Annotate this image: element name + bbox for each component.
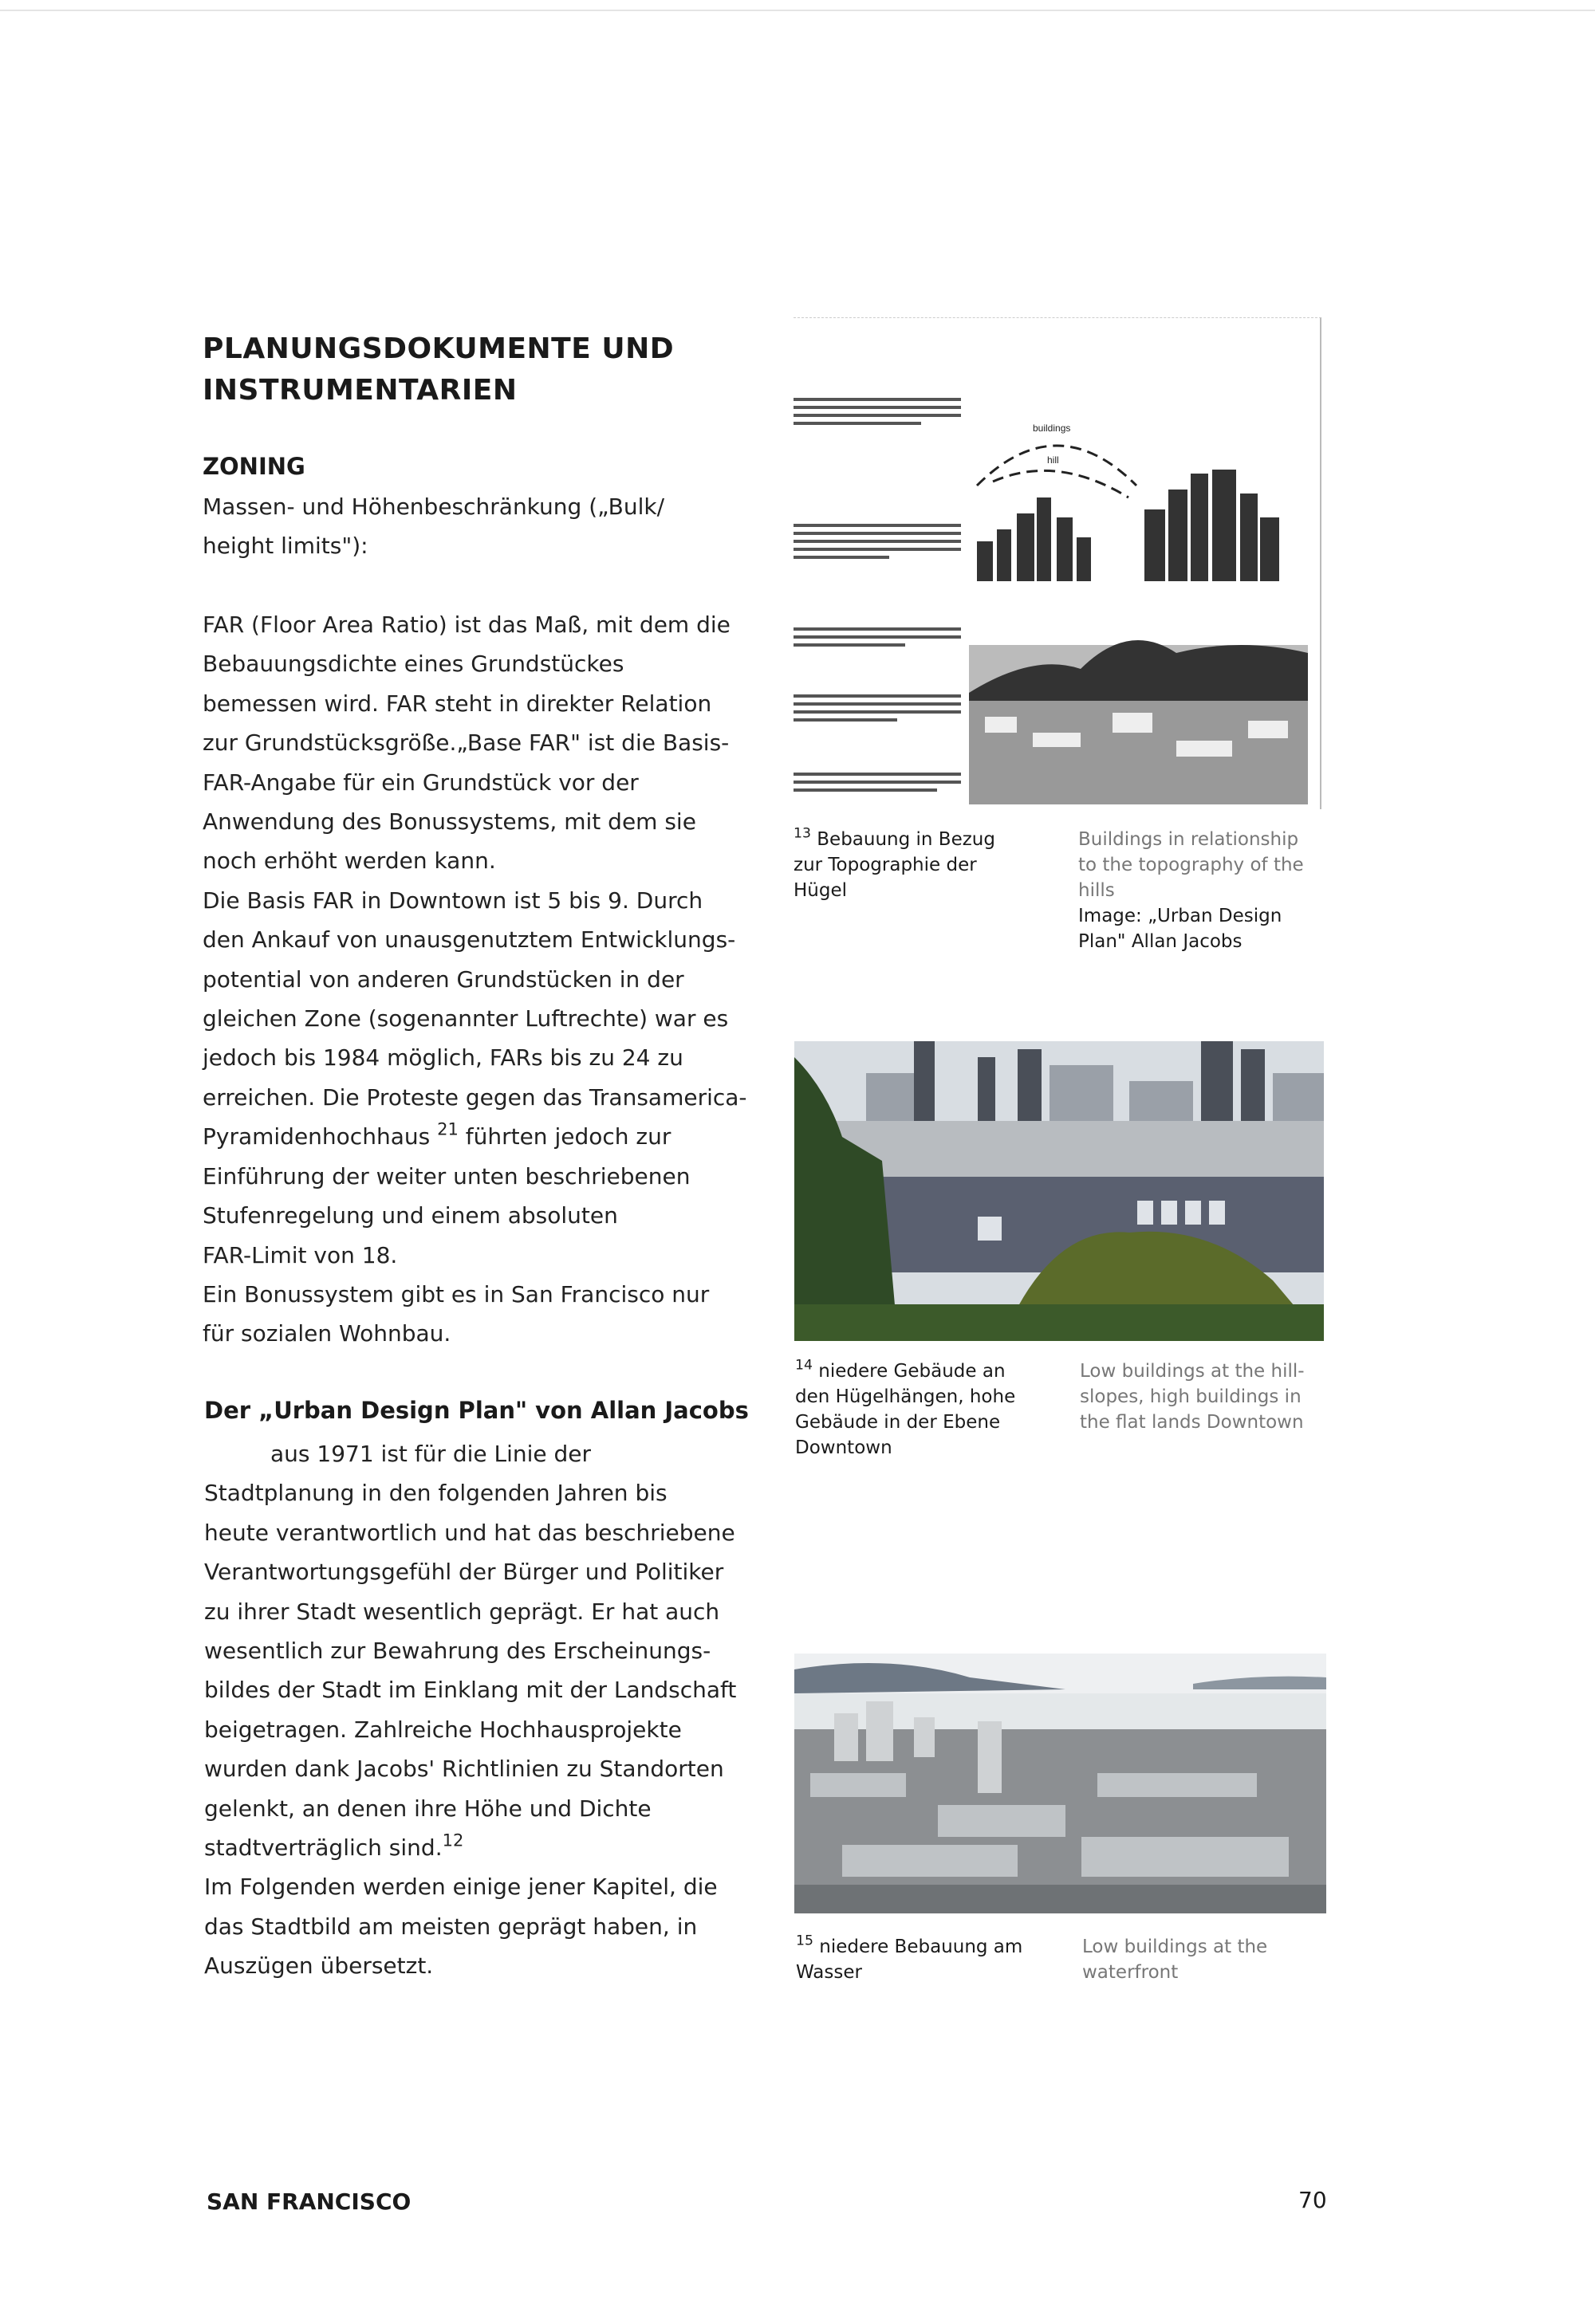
image-source: Plan" Allan Jacobs <box>1078 931 1243 952</box>
figure-15-caption-en <box>1082 1934 1345 1985</box>
caption-text: den Hügelhängen, hohe <box>795 1386 1016 1407</box>
figure-14-caption-en <box>1080 1359 1343 1435</box>
text-line: Verantwortungsgefühl der Bürger und Politiker <box>204 1559 724 1586</box>
text-line: aus 1971 ist für die Linie der <box>270 1441 592 1467</box>
caption-text: niedere Bebauung am <box>819 1937 1023 1957</box>
text-line: wurden dank Jacobs' Richtlinien zu Standorten <box>204 1756 724 1783</box>
figure-number: 13 <box>794 825 811 842</box>
text-line <box>204 1828 736 1867</box>
caption-text: Hügel <box>794 880 848 901</box>
caption-text: slopes, high buildings in <box>1080 1386 1302 1407</box>
caption-text: niedere Gebäude an <box>818 1361 1006 1382</box>
topography-diagram <box>794 318 1320 809</box>
caption-text: Buildings in relationship <box>1078 829 1299 850</box>
text-line: Ein Bonussystem gibt es in San Francisco nur <box>203 1280 710 1307</box>
far-paragraph <box>203 605 747 1354</box>
caption-text: waterfront <box>1082 1962 1179 1983</box>
footer-section-title: SAN FRANCISCO <box>207 2188 412 2215</box>
footnote-ref: 12 <box>442 1830 464 1850</box>
text-line: Stadtplanung in den folgenden Jahren bis <box>204 1480 668 1507</box>
caption-text: Wasser <box>796 1962 862 1983</box>
text-line: Bebauungsdichte eines Grundstückes <box>203 651 624 678</box>
text-line: potential von anderen Grundstücken in der <box>203 965 684 993</box>
figure-14-caption-de <box>795 1359 1058 1461</box>
text-line: das Stadtbild am meisten geprägt haben, in <box>204 1913 698 1940</box>
text-line: FAR-Limit von 18. <box>203 1241 398 1268</box>
text-line: zu ihrer Stadt wesentlich geprägt. Er hat auch <box>204 1598 720 1625</box>
caption-text: zur Topographie der <box>794 855 977 875</box>
caption-text: the flat lands Downtown <box>1080 1412 1304 1433</box>
text-line: für sozialen Wohnbau. <box>203 1320 451 1347</box>
figure-13-caption-en <box>1078 827 1341 954</box>
page-number: 70 <box>1298 2187 1327 2213</box>
text-line: heute verantwortlich und hat das beschriebene <box>204 1519 735 1546</box>
page-title <box>203 328 674 411</box>
text-line: Im Folgenden werden einige jener Kapitel, die <box>204 1874 718 1901</box>
text-line: Stufenregelung und einem absoluten <box>203 1202 618 1229</box>
figure-14-photo <box>794 1041 1324 1341</box>
text-line: FAR (Floor Area Ratio) ist das Maß, mit dem die <box>203 611 731 638</box>
image-source: Image: „Urban Design <box>1078 906 1282 926</box>
text-line: height limits"): <box>203 533 368 560</box>
text-line <box>203 1117 747 1156</box>
text-line: bildes der Stadt im Einklang mit der Landschaft <box>204 1677 737 1704</box>
text-line: zur Grundstücksgröße.„Base FAR" ist die Basis- <box>203 729 730 757</box>
figure-13-caption-de <box>794 827 1057 903</box>
text-line: wesentlich zur Bewahrung des Erscheinungs- <box>204 1638 711 1665</box>
text-line: gleichen Zone (sogenannter Luftrechte) war es <box>203 1005 729 1032</box>
text-line: jedoch bis 1984 möglich, FARs bis zu 24 zu <box>203 1044 683 1072</box>
caption-text: Low buildings at the hill- <box>1080 1361 1305 1382</box>
caption-text: hills <box>1078 880 1115 901</box>
text-line: bemessen wird. FAR steht in direkter Relation <box>203 690 712 717</box>
diagram-label-hill: hill <box>1047 454 1059 466</box>
text-fragment: stadtverträglich sind. <box>204 1834 443 1862</box>
text-line: Einführung der weiter unten beschriebenen <box>203 1162 691 1190</box>
title-line: INSTRUMENTARIEN <box>203 374 518 407</box>
caption-text: Low buildings at the <box>1082 1937 1268 1957</box>
text-line: Anwendung des Bonussystems, mit dem sie <box>203 808 696 836</box>
figure-15-caption-de <box>796 1934 1059 1985</box>
figure-number: 15 <box>796 1933 813 1949</box>
urban-design-paragraph <box>204 1434 736 1986</box>
text-line: beigetragen. Zahlreiche Hochhausprojekte <box>204 1716 682 1743</box>
text-line: den Ankauf von unausgenutztem Entwicklungs- <box>203 926 736 954</box>
figure-15-photo <box>794 1654 1326 1913</box>
zoning-intro <box>203 487 664 566</box>
figure-number: 14 <box>795 1357 813 1374</box>
caption-text: Downtown <box>795 1437 892 1458</box>
text-line: Auszügen übersetzt. <box>204 1952 434 1980</box>
text-line: Massen- und Höhenbeschränkung („Bulk/ <box>203 494 665 520</box>
scan-edge-line <box>0 10 1595 11</box>
text-fragment: Pyramidenhochhaus <box>203 1123 438 1150</box>
urban-design-heading: Der „Urban Design Plan" von Allan Jacobs <box>204 1397 749 1424</box>
diagram-label-buildings: buildings <box>1033 423 1071 434</box>
text-line: Die Basis FAR in Downtown ist 5 bis 9. Durch <box>203 887 703 914</box>
caption-text: Bebauung in Bezug <box>817 829 995 850</box>
text-fragment: führten jedoch zur <box>458 1123 671 1150</box>
caption-text: to the topography of the <box>1078 855 1304 875</box>
footnote-ref: 21 <box>437 1119 459 1139</box>
caption-text: Gebäude in der Ebene <box>795 1412 1001 1433</box>
zoning-heading: ZONING <box>203 453 305 480</box>
figure-13-diagram <box>794 317 1321 809</box>
text-line: FAR-Angabe für ein Grundstück vor der <box>203 769 639 796</box>
hillside-city-photo <box>794 1041 1324 1341</box>
text-line: noch erhöht werden kann. <box>203 847 496 875</box>
text-line: erreichen. Die Proteste gegen das Transamerica- <box>203 1083 747 1111</box>
text-line: gelenkt, an denen ihre Höhe und Dichte <box>204 1795 652 1822</box>
waterfront-city-photo <box>794 1654 1326 1913</box>
title-line: PLANUNGSDOKUMENTE UND <box>203 332 675 365</box>
